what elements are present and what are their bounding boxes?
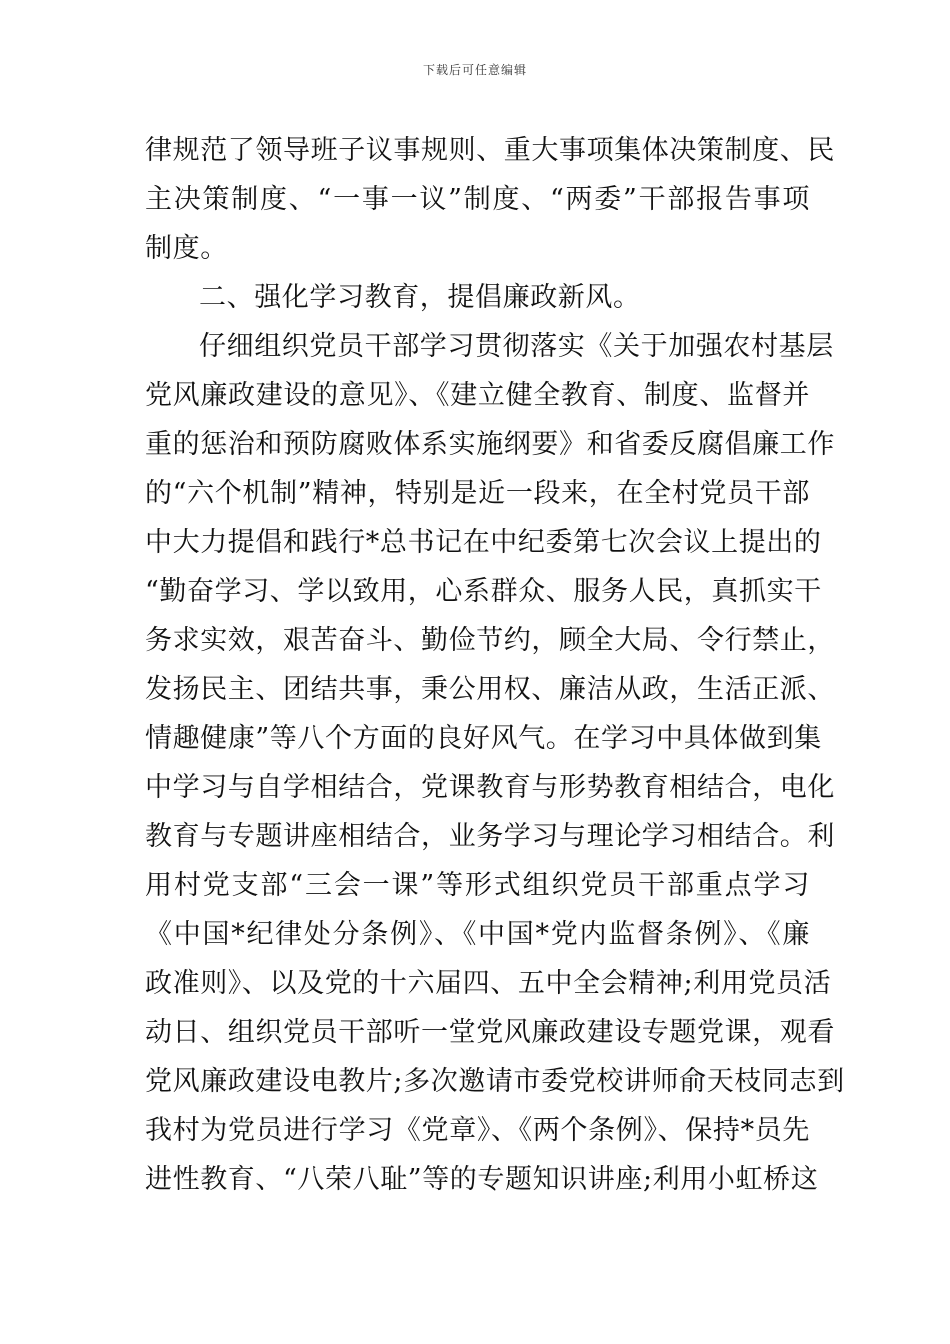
body-line-18: 政准则》、以及党的十六届四、五中全会精神;利用党员活 xyxy=(145,968,832,999)
body-line-13: 情趣健康”等八个方面的良好风气。在学习中具体做到集 xyxy=(145,723,822,754)
body-line-5: 仔细组织党员干部学习贯彻落实《关于加强农村基层 xyxy=(199,331,834,362)
body-line-1: 律规范了领导班子议事规则、重大事项集体决策制度、民 xyxy=(145,135,835,166)
section-heading: 二、强化学习教育，提倡廉政新风。 xyxy=(199,282,641,313)
body-line-19: 动日、组织党员干部听一堂党风廉政建设专题党课，观看 xyxy=(145,1017,835,1048)
body-line-9: 中大力提倡和践行*总书记在中纪委第七次会议上提出的 xyxy=(145,527,822,558)
body-line-21: 我村为党员进行学习《党章》、《两个条例》、保持*员先 xyxy=(145,1115,810,1146)
body-line-3: 制度。 xyxy=(145,233,228,264)
body-line-20: 党风廉政建设电教片;多次邀请市委党校讲师俞天枝同志到 xyxy=(145,1066,845,1097)
body-line-15: 教育与专题讲座相结合，业务学习与理论学习相结合。利 xyxy=(145,821,835,852)
body-line-12: 发扬民主、团结共事，秉公用权、廉洁从政，生活正派、 xyxy=(145,674,835,705)
page-header: 下载后可任意编辑 xyxy=(422,63,527,77)
body-line-2: 主决策制度、“一事一议”制度、“两委”干部报告事项 xyxy=(145,184,810,215)
body-line-14: 中学习与自学相结合，党课教育与形势教育相结合，电化 xyxy=(145,772,835,803)
body-line-22: 进性教育、“八荣八耻”等的专题知识讲座;利用小虹桥这 xyxy=(145,1164,819,1195)
body-line-8: 的“六个机制”精神，特别是近一段来，在全村党员干部 xyxy=(145,478,810,509)
body-line-11: 务求实效，艰苦奋斗、勤俭节约，顾全大局、令行禁止， xyxy=(145,625,835,656)
document-body xyxy=(145,126,845,1204)
body-line-10: “勤奋学习、学以致用，心系群众、服务人民，真抓实干 xyxy=(145,576,822,607)
body-line-17: 《中国*纪律处分条例》、《中国*党内监督条例》、《廉 xyxy=(145,919,810,950)
body-line-6: 党风廉政建设的意见》、《建立健全教育、制度、监督并 xyxy=(145,380,810,411)
body-line-16: 用村党支部“三会一课”等形式组织党员干部重点学习 xyxy=(145,870,810,901)
body-line-7: 重的惩治和预防腐败体系实施纲要》和省委反腐倡廉工作 xyxy=(145,429,835,460)
